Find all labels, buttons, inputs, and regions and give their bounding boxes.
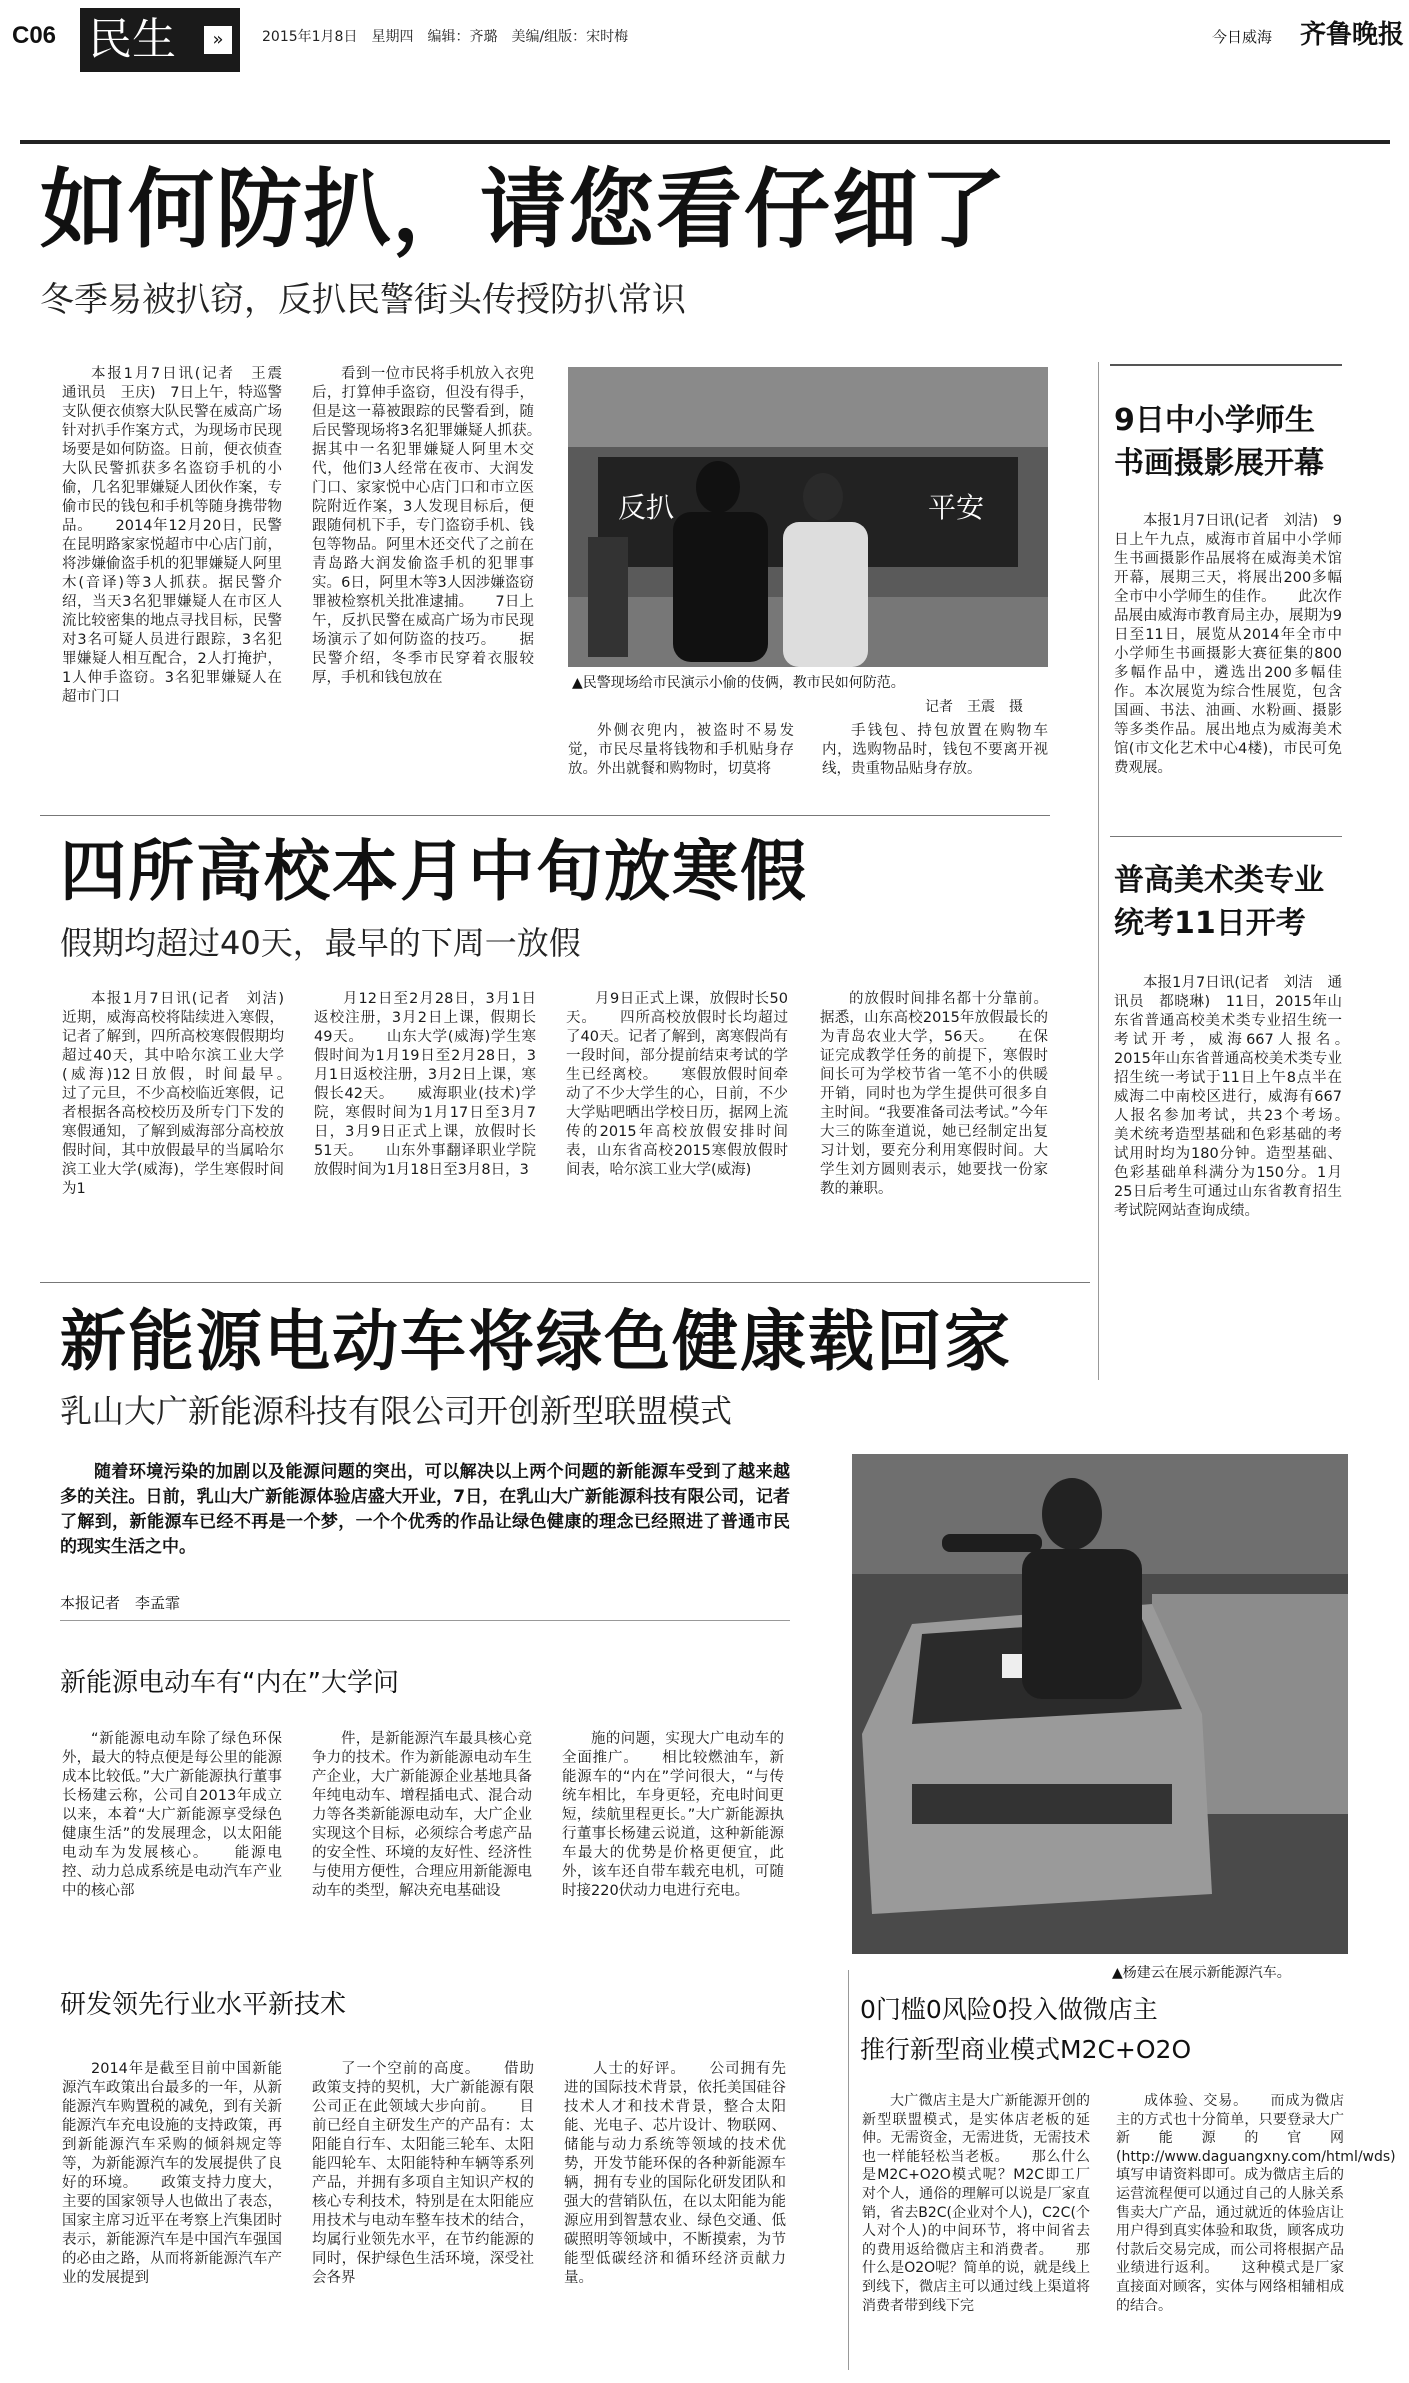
section2-col2: 了一个空前的高度。 借助政策支持的契机，大广新能源有限公司正在此领域大步向前。 目前已经自主研发生产的产品有：太阳能自行车、太阳能三轮车、太阳能四轮车、太阳能特种车辆等系列产品，并拥有多项自主知识产权的核心专利技术，特别是在太阳能应用技术与电动车整车技术的结合，均属行业领先水平，在节约能源的同时，保护绿色生活环境，深受社会各界 xyxy=(312,2061,534,2286)
edition-label: 今日威海 xyxy=(1212,28,1273,46)
section3-separator xyxy=(848,1970,849,2370)
article1-photo-credit: 记者 王震 摄 xyxy=(925,699,1023,715)
article1-title: 如何防扒，请您看仔细了 xyxy=(40,160,1008,260)
side1-body: 本报1月7日讯(记者 刘洁) 9日上午九点，威海市首届中小学师生书画摄影作品展将在威海美术馆开幕，展期三天，将展出200多幅全市中小学师生的佳作。 此次作品展由威海市教育局主办，展期为9日至11日，展览从2014年全市中小学师生书画摄影大赛征集的800多幅作品中，遴选出200多幅佳作。本次展览为综合性展览，包含国画、书法、油画、水粉画、摄影等多类作品。展出地点为威海美术馆(市文化艺术中心4楼)，市民可免费观展。 xyxy=(1114,513,1342,776)
police-demo-photo xyxy=(568,367,1048,667)
article3-photo xyxy=(852,1454,1348,1954)
side2-title-line2: 统考11日开考 xyxy=(1114,906,1306,941)
article2-col3: 月9日正式上课，放假时长50天。 四所高校放假时长均超过了40天。记者了解到，离寒假尚有一段时间，部分提前结束考试的学生已经离校。 寒假放假时间牵动了不少大学生的心，日前，不少大学贴吧晒出学校日历，据网上流传的2015年高校放假安排时间表，山东省高校2015寒假放假时间表，哈尔滨工业大学(威海) xyxy=(566,991,788,1178)
article2-subtitle: 假期均超过40天，最早的下周一放假 xyxy=(60,924,581,962)
article2-col2: 月12日至2月28日，3月1日返校注册，3月2日上课，假期长49天。 山东大学(威海)学生寒假时间为1月19日至2月28日，3月1日返校注册，3月2日上课，寒假长42天。 威海职业(技术)学院，寒假时间为1月17日至3月7日，3月9日正式上课，放假时长51天。 山东外事翻译职业学院放假时间为1月18日至3月8日，3 xyxy=(314,991,536,1178)
section1-col2: 件，是新能源汽车最具核心竞争力的技术。作为新能源电动车生产企业，大广新能源企业基地具备年纯电动车、增程插电式、混合动力等各类新能源电动车，大广企业实现这个目标，必须综合考虑产品的安全性、环境的友好性、经济性与使用方便性，合理应用新能源电动车的类型，解决充电基础设 xyxy=(312,1731,532,1899)
photo-banner-text: 反扒 xyxy=(618,491,675,524)
article1-photo xyxy=(568,367,1048,667)
issue-info: 2015年1月8日 星期四 编辑：齐璐 美编/组版：宋时梅 xyxy=(262,29,629,45)
side2-title-line1: 普高美术类专业 xyxy=(1114,863,1324,898)
section1-col1: “新能源电动车除了绿色环保外，最大的特点便是每公里的能源成本比较低。”大广新能源执行董事长杨建云称，公司自2013年成立以来，本着“大广新能源享受绿色健康生活”的发展理念，以太阳能电动车为发展核心。 能源电控、动力总成系统是电动汽车产业中的核心部 xyxy=(62,1731,282,1899)
section3-col1: 大广微店主是大广新能源开创的新型联盟模式，是实体店老板的延伸。无需资金，无需进货，无需技术也一样能轻松当老板。 那么什么是M2C+O2O模式呢？M2C即工厂对个人，通俗的理解可以说是厂家直销，省去B2C(企业对个人)，C2C(个人对个人)的中间环节，将中间省去的费用返给微店主和消费者。 那什么是O2O呢？简单的说，就是线上到线下，微店主可以通过线上渠道将消费者带到线下完 xyxy=(862,2093,1090,2314)
section2-col3: 人士的好评。 公司拥有先进的国际技术背景，依托美国硅谷技术人才和技术背景，整合太阳能、光电子、芯片设计、物联网、储能与动力系统等领域的技术优势，开发节能环保的各种新能源车辆，拥有专业的国际化研发团队和强大的营销队伍，在以太阳能为能源应用到智慧农业、绿色交通、低碳照明等领域中，不断摸索，为节能型低碳经济和循环经济贡献力量。 xyxy=(564,2061,786,2286)
section-label: 民生 xyxy=(88,14,176,65)
section-badge xyxy=(80,8,240,72)
header-rule xyxy=(20,140,1390,144)
photo-banner-text2: 平安 xyxy=(928,491,985,524)
side1-rule xyxy=(1110,364,1342,366)
byline-rule xyxy=(60,1620,790,1621)
side1-title-line1: 9日中小学师生 xyxy=(1114,403,1315,438)
side2-rule xyxy=(1110,836,1342,837)
article1-col2: 看到一位市民将手机放入衣兜后，打算伸手盗窃，但没有得手，但是这一幕被跟踪的民警看到，随后民警现场将3名犯罪嫌疑人抓获。 据其中一名犯罪嫌疑人阿里木交代，他们3人经常在夜市、大润发门口、家家悦中心店门口和市立医院附近作案，3人发现目标后，便跟随伺机下手，专门盗窃手机、钱包等物品。阿里木还交代了之前在青岛路大润发偷盗手机的犯罪事实。6日，阿里木等3人因涉嫌盗窃罪被检察机关批准逮捕。 7日上午，反扒民警在威高广场为市民现场演示了如何防盗的技巧。 据民警介绍，冬季市民穿着衣服较厚，手机和钱包放在 xyxy=(312,366,563,686)
article3-title: 新能源电动车将绿色健康载回家 xyxy=(60,1303,1012,1380)
section1-heading: 新能源电动车有“内在”大学问 xyxy=(60,1668,399,1698)
article3-photo-caption: ▲杨建云在展示新能源汽车。 xyxy=(1112,1965,1291,1981)
article3-lead: 随着环境污染的加剧以及能源问题的突出，可以解决以上两个问题的新能源车受到了越来越多的关注。日前，乳山大广新能源体验店盛大开业，7日，在乳山大广新能源科技有限公司，记者了解到，新能源车已经不再是一个梦，一个个优秀的作品让绿色健康的理念已经照进了普通市民的现实生活之中。 xyxy=(60,1462,790,1557)
article2-title: 四所高校本月中旬放寒假 xyxy=(60,833,808,910)
article1-caption: ▲民警现场给市民演示小偷的伎俩，教市民如何防范。 xyxy=(572,675,905,691)
column-separator xyxy=(1098,362,1099,1380)
side2-body: 本报1月7日讯(记者 刘洁 通讯员 都晓琳) 11日，2015年山东省普通高校美术类专业招生统一考试开考，威海667人报名。 2015年山东省普通高校美术类专业招生统一考试于11日上午8点半在威海二中南校区进行，威海有667人报名参加考试，共23个考场。 美术统考造型基础和色彩基础的考试用时均为180分钟。造型基础、色彩基础单科满分为150分。1月25日后考生可通过山东省教育招生考试院网站查询成绩。 xyxy=(1114,975,1371,1219)
article1-subtitle: 冬季易被扒窃，反扒民警街头传授防扒常识 xyxy=(40,280,686,320)
article3-byline: 本报记者 李孟霏 xyxy=(60,1594,181,1612)
article2-col1: 本报1月7日讯(记者 刘洁) 近期，威海高校将陆续进入寒假，记者了解到，四所高校寒假假期均超过40天，其中哈尔滨工业大学(威海)12日放假，时间最早。 过了元旦，不少高校临近寒假，记者根据各高校校历及所专门下发的寒假通知，了解到威海部分高校放假时间，其中放假最早的当属哈尔滨工业大学(威海)，学生寒假时间为1 xyxy=(62,991,313,1197)
article2-col4: 的放假时间排名都十分靠前。据悉，山东高校2015年放假最长的为青岛农业大学，56天。 在保证完成教学任务的前提下，寒假时间长可为学校节省一笔不小的供暖开销，同时也为学生提供可很多自主时间。“我要准备司法考试。”今年大三的陈奎道说，她已经制定出复习计划，要充分利用寒假时间。大学生刘方圆则表示，她要找一份家教的兼职。 xyxy=(820,991,1048,1197)
article1-col1: 本报1月7日讯(记者 王震 通讯员 王庆) 7日上午，特巡警支队便衣侦察大队民警在威高广场针对扒手作案方式，为现场市民现场要是如何防盗。日前，便衣侦查大队民警抓获多名盗窃手机的小偷，几名犯罪嫌疑人团伙作案，专偷市民的钱包和手机等随身携带物品。 2014年12月20日，民警在昆明路家家悦超市中心店门前，将涉嫌偷盗手机的犯罪嫌疑人阿里木(音译)等3人抓获。据民警介绍，当天3名犯罪嫌疑人在市区人流比较密集的地点寻找目标，民警对3名可疑人员进行跟踪，3名犯罪嫌疑人相互配合，2人打掩护，1人伸手盗窃。3名犯罪嫌疑人在超市门口 xyxy=(62,366,297,705)
electric-car-photo xyxy=(852,1454,1348,1954)
article1-col3: 外侧衣兜内，被盗时不易发觉，市民尽量将钱物和手机贴身存放。外出就餐和购物时，切莫将 xyxy=(568,723,794,777)
section2-col1: 2014年是截至目前中国新能源汽车政策出台最多的一年，从新能源汽车购置税的减免，到有关新能源汽车充电设施的支持政策，再到新能源汽车采购的倾斜规定等等，为新能源汽车的发展提供了良好的环境。 政策支持力度大，主要的国家领导人也做出了表态，国家主席习近平在考察上汽集团时表示，新能源汽车是中国汽车强国的必由之路，从而将新能源汽车产业的发展提到 xyxy=(62,2061,282,2286)
article3-rule xyxy=(40,1282,1090,1283)
article2-rule xyxy=(40,815,1050,816)
section1-col3: 施的问题，实现大广电动车的全面推广。 相比较燃油车，新能源车的“内在”学问很大，“与传统车相比，车身更轻，充电时间更短，续航里程更长。”大广新能源执行董事长杨建云说道，这种新能源车最大的优势是价格更便宜，此外，该车还自带车载充电机，可随时接220伏动力电进行充电。 xyxy=(562,1731,784,1899)
chevron-right-icon: » xyxy=(204,26,232,54)
article1-col4: 手钱包、持包放置在购物车内，选购物品时，钱包不要离开视线，贵重物品贴身存放。 xyxy=(822,723,1048,777)
newspaper-logo: 齐鲁晚报 xyxy=(1300,20,1405,50)
section3-heading-line2: 推行新型商业模式M2C+O2O xyxy=(860,2035,1192,2064)
section3-heading-line1: 0门槛0风险0投入做微店主 xyxy=(860,1995,1158,2024)
article3-subtitle: 乳山大广新能源科技有限公司开创新型联盟模式 xyxy=(60,1392,733,1430)
section3-col2: 成体验、交易。 而成为微店主的方式也十分简单，只要登录大广新能源的官网(http://www.daguangxny.com/html/wds)填写申请资料即可。成为微店主后的运营流程便可以通过自己的人脉关系售卖大广产品，通过就近的体验店让用户得到真实体验和取货，顾客成功付款后交易完成，而公司将根据产品业绩进行返利。 这种模式是厂家直接面对顾客，实体与网络相辅相成的结合。 xyxy=(1116,2093,1396,2314)
page-number: C06 xyxy=(12,22,57,49)
section2-heading: 研发领先行业水平新技术 xyxy=(60,1990,347,2020)
side1-title-line2: 书画摄影展开幕 xyxy=(1114,446,1324,481)
